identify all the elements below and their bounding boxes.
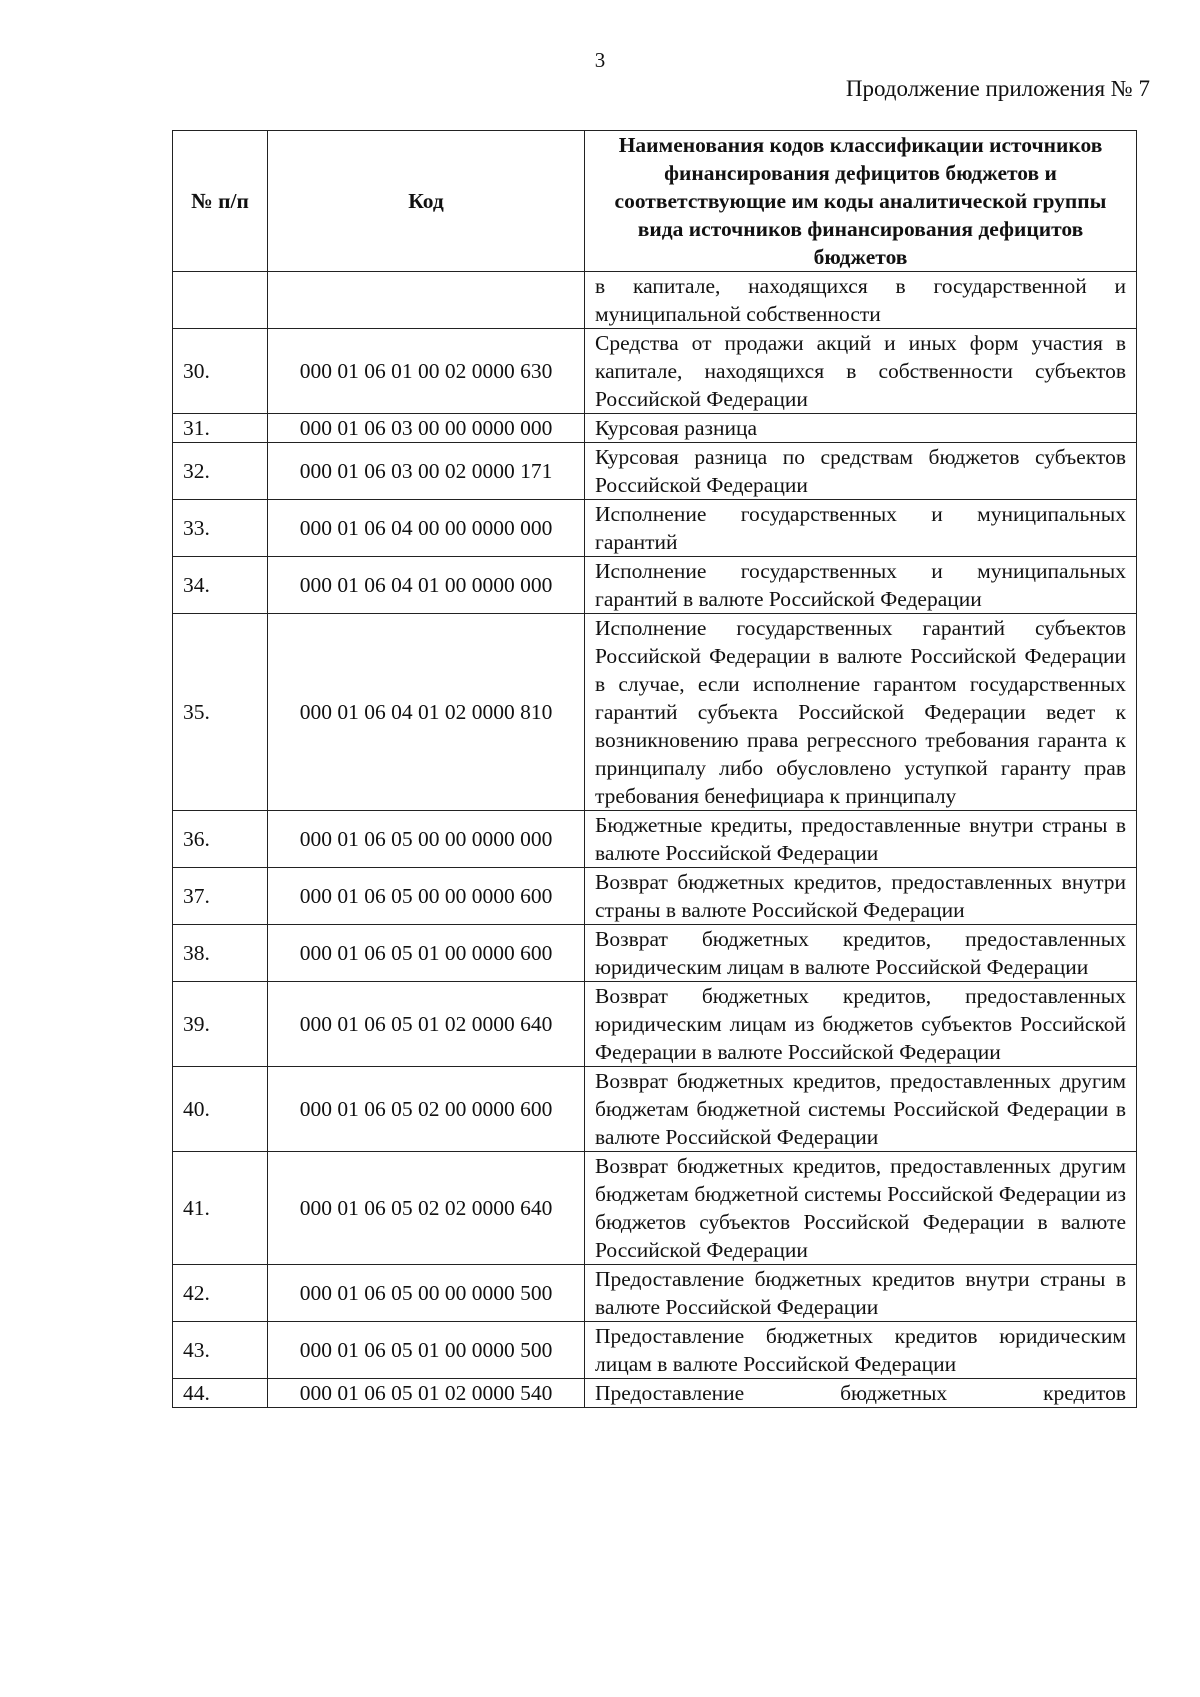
row-code: 000 01 06 05 00 00 0000 600 (268, 868, 585, 925)
row-num: 40. (173, 1067, 268, 1152)
row-name: Предоставление бюджетных кредитов внутри страны в валюте Российской Федерации (585, 1265, 1137, 1322)
table-row (173, 443, 1137, 500)
row-num: 36. (173, 811, 268, 868)
row-num: 31. (173, 414, 268, 443)
row-num: 42. (173, 1265, 268, 1322)
row-name: Бюджетные кредиты, предоставленные внутри страны в валюте Российской Федерации (585, 811, 1137, 868)
table-row (173, 414, 1137, 443)
row-name: Курсовая разница по средствам бюджетов субъектов Российской Федерации (585, 443, 1137, 500)
table-row (173, 1265, 1137, 1322)
row-name: Возврат бюджетных кредитов, предоставленных юридическим лицам в валюте Российской Федерации (585, 925, 1137, 982)
row-code: 000 01 06 04 01 02 0000 810 (268, 614, 585, 811)
page-number: 3 (594, 48, 606, 72)
row-code: 000 01 06 05 02 02 0000 640 (268, 1152, 585, 1265)
row-code (268, 272, 585, 329)
row-name: в капитале, находящихся в государственной и муниципальной собственности (585, 272, 1137, 329)
row-name: Исполнение государственных и муниципальных гарантий в валюте Российской Федерации (585, 557, 1137, 614)
row-num (173, 272, 268, 329)
row-code: 000 01 06 03 00 02 0000 171 (268, 443, 585, 500)
row-code: 000 01 06 04 01 00 0000 000 (268, 557, 585, 614)
row-code: 000 01 06 01 00 02 0000 630 (268, 329, 585, 414)
row-num: 39. (173, 982, 268, 1067)
row-num: 30. (173, 329, 268, 414)
row-num: 44. (173, 1379, 268, 1408)
table-row (173, 500, 1137, 557)
row-code: 000 01 06 05 01 00 0000 600 (268, 925, 585, 982)
row-name: Возврат бюджетных кредитов, предоставленных другим бюджетам бюджетной системы Российской Федерации в валюте Российской Федерации (585, 1067, 1137, 1152)
table-header-row (173, 131, 1137, 272)
table-row (173, 1067, 1137, 1152)
row-name: Предоставление бюджетных кредитов (585, 1379, 1137, 1408)
row-code: 000 01 06 03 00 00 0000 000 (268, 414, 585, 443)
table-row (173, 868, 1137, 925)
table-row (173, 1152, 1137, 1265)
header-code: Код (268, 131, 585, 272)
row-num: 35. (173, 614, 268, 811)
row-code: 000 01 06 05 00 00 0000 500 (268, 1265, 585, 1322)
row-num: 34. (173, 557, 268, 614)
table-row (173, 329, 1137, 414)
table-row (173, 614, 1137, 811)
row-num: 32. (173, 443, 268, 500)
row-code: 000 01 06 05 02 00 0000 600 (268, 1067, 585, 1152)
row-num: 41. (173, 1152, 268, 1265)
table-row (173, 1322, 1137, 1379)
row-code: 000 01 06 04 00 00 0000 000 (268, 500, 585, 557)
table-row (173, 557, 1137, 614)
table-row (173, 982, 1137, 1067)
header-num: № п/п (173, 131, 268, 272)
row-name: Возврат бюджетных кредитов, предоставленных внутри страны в валюте Российской Федерации (585, 868, 1137, 925)
row-name: Исполнение государственных и муниципальных гарантий (585, 500, 1137, 557)
row-name: Курсовая разница (585, 414, 1137, 443)
row-num: 43. (173, 1322, 268, 1379)
row-name: Возврат бюджетных кредитов, предоставленных другим бюджетам бюджетной системы Российской Федерации из бюджетов субъектов Российской Федерации в валюте Российской Федерации (585, 1152, 1137, 1265)
row-name: Возврат бюджетных кредитов, предоставленных юридическим лицам из бюджетов субъектов Российской Федерации в валюте Российской Федерации (585, 982, 1137, 1067)
continuation-label: Продолжение приложения № 7 (845, 76, 1150, 101)
row-code: 000 01 06 05 00 00 0000 000 (268, 811, 585, 868)
row-num: 38. (173, 925, 268, 982)
row-num: 33. (173, 500, 268, 557)
header-name: Наименования кодов классификации источников финансирования дефицитов бюджетов и соответствующие им коды аналитической группы вида источников финансирования дефицитов бюджетов (585, 131, 1137, 272)
row-code: 000 01 06 05 01 02 0000 540 (268, 1379, 585, 1408)
table-row (173, 811, 1137, 868)
sources-table (172, 130, 1137, 1408)
row-name: Средства от продажи акций и иных форм участия в капитале, находящихся в собственности субъектов Российской Федерации (585, 329, 1137, 414)
table-row (173, 925, 1137, 982)
table-row (173, 1379, 1137, 1408)
row-name: Исполнение государственных гарантий субъектов Российской Федерации в валюте Российской Федерации в случае, если исполнение гарантом государственных гарантий субъекта Российской Федерации ведет к возникновению права регрессного требования гаранта к принципалу либо обусловлено уступкой гаранту прав требования бенефициара к принципалу (585, 614, 1137, 811)
row-name: Предоставление бюджетных кредитов юридическим лицам в валюте Российской Федерации (585, 1322, 1137, 1379)
row-code: 000 01 06 05 01 02 0000 640 (268, 982, 585, 1067)
row-code: 000 01 06 05 01 00 0000 500 (268, 1322, 585, 1379)
table-row (173, 272, 1137, 329)
row-num: 37. (173, 868, 268, 925)
